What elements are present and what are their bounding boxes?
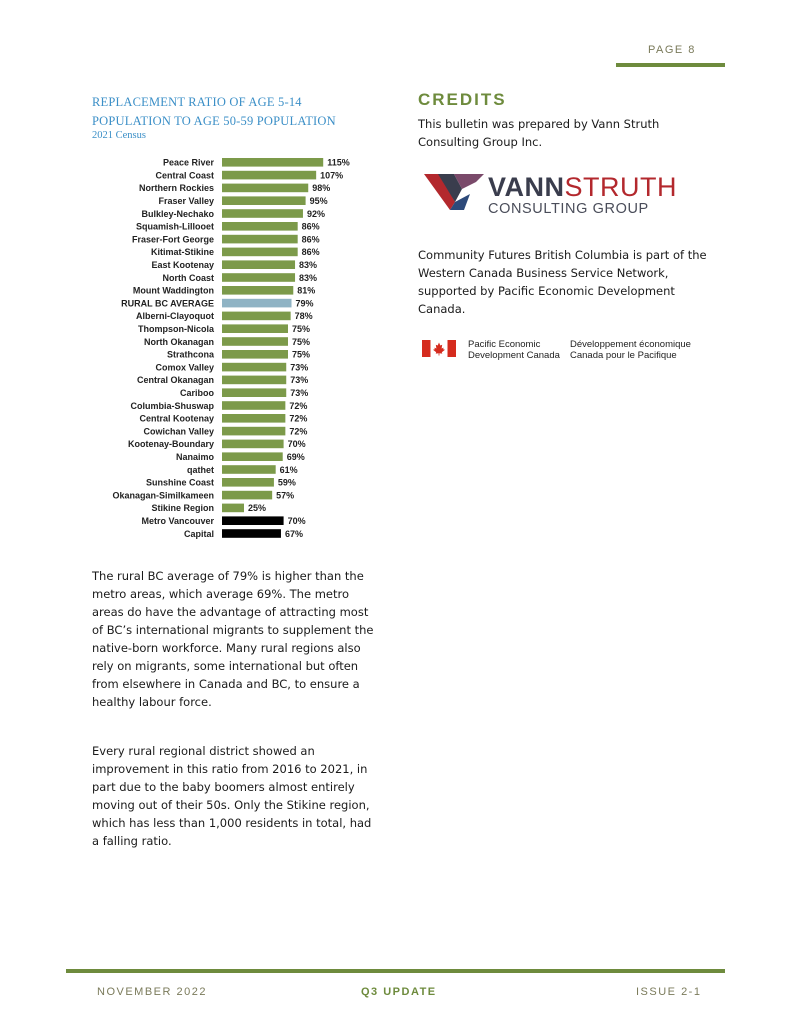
bar [222,452,283,461]
vann-struth-logo-icon [424,172,486,212]
category-label: North Coast [162,272,214,283]
chart-title-line2: POPULATION TO AGE 50-59 POPULATION [92,114,336,128]
bar [222,376,286,385]
bar [222,401,285,410]
category-label: Comox Valley [155,362,214,373]
footer-edition: Q3 UPDATE [361,986,437,998]
category-label: Cariboo [179,388,214,398]
wordmark-consulting-group: CONSULTING GROUP [488,201,649,217]
value-label: 79% [295,298,314,309]
category-label: Columbia-Shuswap [130,400,214,411]
category-label: Bulkley-Nechako [141,208,214,219]
value-label: 73% [290,362,309,373]
bar [222,171,316,180]
vann-struth-wordmark [488,172,677,203]
bar [222,286,293,295]
body-paragraph-2: Every rural regional district showed an improvement in this ratio from 2016 to 2021, in part due to the baby boomers almost entirely moving out of their 50s. Only the Stikine region, which has less than 1,000 residents in total, had a falling ratio. [92,744,372,848]
category-label: East Kootenay [151,260,214,270]
bar [222,440,284,449]
category-label: Cowichan Valley [143,426,214,437]
bar [222,248,298,257]
category-label: Peace River [162,157,214,168]
bar [222,465,276,474]
value-label: 81% [297,285,316,296]
credits-community-futures: Community Futures British Columbia is part of the Western Canada Business Service Network, supported by Pacific Economic Development Canada. [418,248,707,316]
value-label: 98% [312,183,331,194]
value-label: 83% [299,260,318,270]
value-label: 75% [292,336,311,347]
category-label: qathet [187,464,214,475]
footer-date: NOVEMBER 2022 [97,986,207,998]
value-label: 73% [290,388,309,398]
category-label: Thompson-Nicola [138,324,214,334]
bar [222,363,286,372]
bar [222,312,291,321]
value-label: 107% [320,170,344,181]
value-label: 69% [286,452,305,462]
canada-flag-icon [422,340,456,357]
bar [222,414,285,423]
value-label: 72% [289,400,308,411]
category-label: Metro Vancouver [141,516,214,526]
bar [222,273,295,282]
bar [222,184,308,193]
bar [222,222,298,231]
chart-title-line1: REPLACEMENT RATIO OF AGE 5-14 [92,95,302,109]
category-label: Fraser-Fort George [131,234,214,245]
category-label: Stikine Region [151,503,214,514]
bar [222,196,306,205]
value-label: 70% [287,439,306,450]
value-label: 78% [294,311,313,322]
bar [222,299,292,308]
value-label: 86% [301,247,320,258]
chart-title [92,93,382,131]
category-label: Mount Waddington [132,285,214,296]
value-label: 59% [277,477,296,488]
bar [222,260,295,269]
category-label: Kootenay-Boundary [127,439,214,450]
category-label: Nanaimo [175,452,214,462]
value-label: 92% [306,208,325,219]
footer-issue: ISSUE 2-1 [636,986,702,998]
body-paragraph-1: The rural BC average of 79% is higher than the metro areas, which average 69%. The metro areas do have the advantage of attracting most of BC’s international migrants to supplement the native-born workforce. Many rural regions also rely on migrants, some international but often from elsewhere in Canada and BC, to ensure a healthy labour force. [92,569,374,709]
bar [222,504,244,513]
value-label: 57% [276,490,295,501]
bar [222,388,286,397]
credits-prepared-by: This bulletin was prepared by Vann Struth Consulting Group Inc. [418,117,660,149]
value-label: 115% [327,157,350,168]
category-label: Central Okanagan [136,375,214,386]
footer-rule [66,969,725,973]
value-label: 72% [289,426,308,437]
category-label: Northern Rockies [138,183,214,194]
category-label: Squamish-Lillooet [135,221,214,232]
bar [222,235,298,244]
bar [222,324,288,333]
category-label: Sunshine Coast [145,477,214,488]
value-label: 75% [292,324,311,334]
value-label: 86% [301,234,320,245]
category-label: Strathcona [166,349,214,360]
category-label: Central Kootenay [139,413,214,424]
value-label: 95% [309,196,328,206]
category-label: Okanagan-Similkameen [112,490,214,501]
category-label: North Okanagan [143,336,214,347]
ped-english-name: Pacific Economic Development Canada [468,339,560,361]
category-label: Kitimat-Stikine [150,247,214,258]
category-label: Fraser Valley [158,196,214,206]
value-label: 25% [248,503,267,514]
category-label: Capital [183,528,214,539]
page-number: PAGE 8 [648,44,696,56]
bar [222,209,303,218]
category-label: Alberni-Clayoquot [136,311,214,322]
bar [222,350,288,359]
replacement-ratio-chart [90,150,380,550]
bar [222,158,323,167]
value-label: 86% [301,221,320,232]
value-label: 73% [290,375,309,386]
bar [222,491,272,500]
bar [222,427,285,436]
credits-heading: CREDITS [418,90,507,109]
value-label: 75% [292,349,311,360]
bar [222,529,281,538]
bar [222,337,288,346]
header-rule [616,63,725,67]
bar [222,516,284,525]
value-label: 61% [279,464,298,475]
value-label: 72% [289,413,308,424]
chart-subtitle: 2021 Census [92,130,146,141]
ped-french-name: Développement économique Canada pour le Pacifique [570,339,691,361]
wordmark-struth: STRUTH [564,172,678,202]
value-label: 83% [299,272,318,283]
wordmark-vann: VANN [488,172,565,202]
bar [222,478,274,487]
value-label: 67% [284,528,303,539]
category-label: RURAL BC AVERAGE [121,298,214,309]
category-label: Central Coast [155,170,214,181]
value-label: 70% [287,516,306,526]
